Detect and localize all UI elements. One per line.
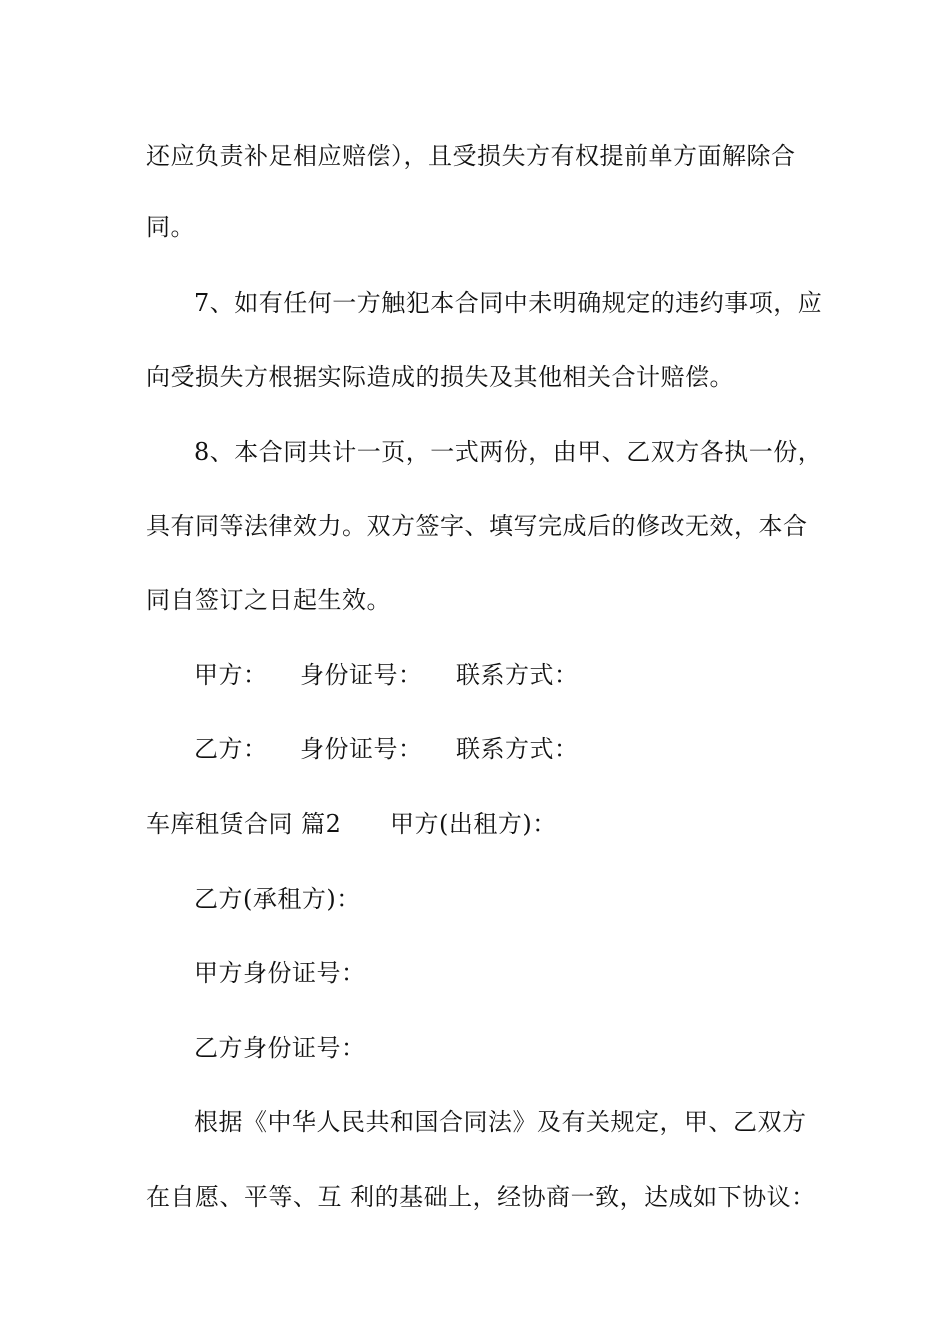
party-a-contact-label: 联系方式：	[456, 661, 579, 689]
paragraph-6-continuation-line-2: 同。	[146, 213, 195, 241]
section-2-heading-row	[146, 809, 826, 839]
clause-7-line-1: 7、如有任何一方触犯本合同中未明确规定的违约事项，应	[194, 289, 823, 317]
lessor-id-label: 甲方身份证号：	[194, 959, 366, 987]
intro-line-2: 在自愿、平等、互 利的基础上，经协商一致，达成如下协议：	[146, 1183, 816, 1211]
party-a-id-label: 身份证号：	[300, 661, 423, 689]
party-a-label: 甲方：	[194, 661, 268, 689]
intro-line-1: 根据《中华人民共和国合同法》及有关规定，甲、乙双方	[194, 1108, 807, 1136]
party-b-contact-label: 联系方式：	[456, 735, 579, 763]
party-b-label: 乙方：	[194, 735, 268, 763]
lessee-id-label: 乙方身份证号：	[194, 1034, 366, 1062]
signature-row-party-b	[194, 734, 874, 764]
clause-7-line-2: 向受损失方根据实际造成的损失及其他相关合计赔偿。	[146, 363, 734, 391]
signature-row-party-a	[194, 660, 874, 690]
clause-8-line-3: 同自签订之日起生效。	[146, 586, 391, 614]
lessor-label: 甲方(出租方)：	[390, 810, 557, 838]
paragraph-6-continuation-line-1: 还应负责补足相应赔偿），且受损失方有权提前单方面解除合	[146, 142, 796, 170]
section-2-title: 车库租赁合同 篇2	[146, 810, 342, 838]
party-b-id-label: 身份证号：	[300, 735, 423, 763]
clause-8-line-2: 具有同等法律效力。双方签字、填写完成后的修改无效，本合	[146, 512, 808, 540]
lessee-label: 乙方(承租方)：	[194, 885, 361, 913]
clause-8-line-1: 8、本合同共计一页，一式两份，由甲、乙双方各执一份，	[194, 438, 823, 466]
